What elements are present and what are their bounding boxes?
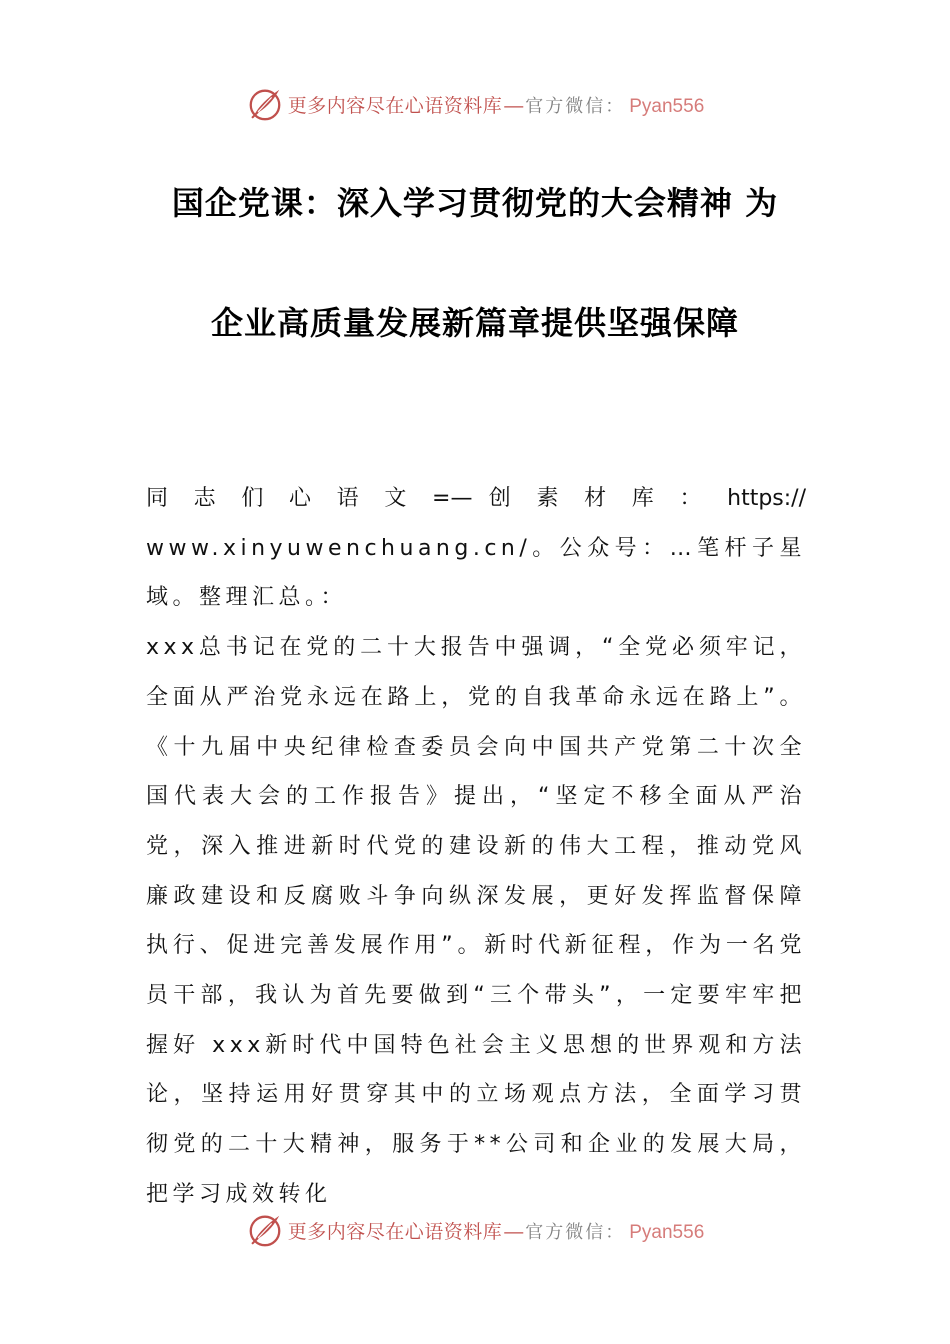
footer-banner bbox=[0, 1208, 950, 1252]
footer-banner-main: 更多内容尽在心语资料库 bbox=[287, 1220, 503, 1243]
quill-seal-icon bbox=[246, 85, 284, 123]
intro-paragraph bbox=[146, 474, 806, 623]
quill-seal-icon bbox=[246, 1211, 284, 1249]
footer-banner-text bbox=[288, 1217, 705, 1244]
header-banner bbox=[0, 82, 950, 126]
footer-banner-dash: — bbox=[504, 1221, 524, 1243]
document-title-line-1: 国企党课：深入学习贯彻党的大会精神 为 bbox=[171, 184, 779, 222]
footer-banner-id: Pyan556 bbox=[629, 1221, 705, 1243]
header-banner-sub: 官方微信： bbox=[525, 95, 626, 117]
intro-line-1: 同 志 们 心 语 文 =— 创 素 材 库 ： https:// bbox=[146, 486, 806, 511]
header-banner-id: Pyan556 bbox=[629, 95, 705, 117]
intro-rest: www.xinyuwenchuang.cn/。公众号：…笔杆子星域。整理汇总。： bbox=[146, 535, 806, 611]
body-paragraph-1: xxx总书记在党的二十大报告中强调，“全党必须牢记，全面从严治党永远在路上，党的自我革命永远在路上”。《十九届中央纪律检查委员会向中国共产党第二十次全国代表大会的工作报告》提出，“坚定不移全面从严治党，深入推进新时代党的建设新的伟大工程，推动党风廉政建设和反腐败斗争向纵深发展，更好发挥监督保障执行、促进完善发展作用”。新时代新征程，作为一名党员干部，我认为首先要做到“三个带头”，一定要牢牢把握好 xxx新时代中国特色社会主义思想的世界观和方法论，坚持运用好贯穿其中的立场观点方法，全面学习贯彻党的二十大精神，服务于**公司和企业的发展大局，把学习成效转化 bbox=[146, 635, 806, 1207]
header-banner-main: 更多内容尽在心语资料库 bbox=[287, 94, 503, 117]
footer-banner-sub: 官方微信： bbox=[525, 1221, 626, 1243]
document-body bbox=[146, 474, 806, 1220]
document-title-line-2: 企业高质量发展新篇章提供坚强保障 bbox=[210, 304, 739, 342]
header-banner-text bbox=[288, 91, 705, 118]
header-banner-dash: — bbox=[504, 95, 524, 117]
